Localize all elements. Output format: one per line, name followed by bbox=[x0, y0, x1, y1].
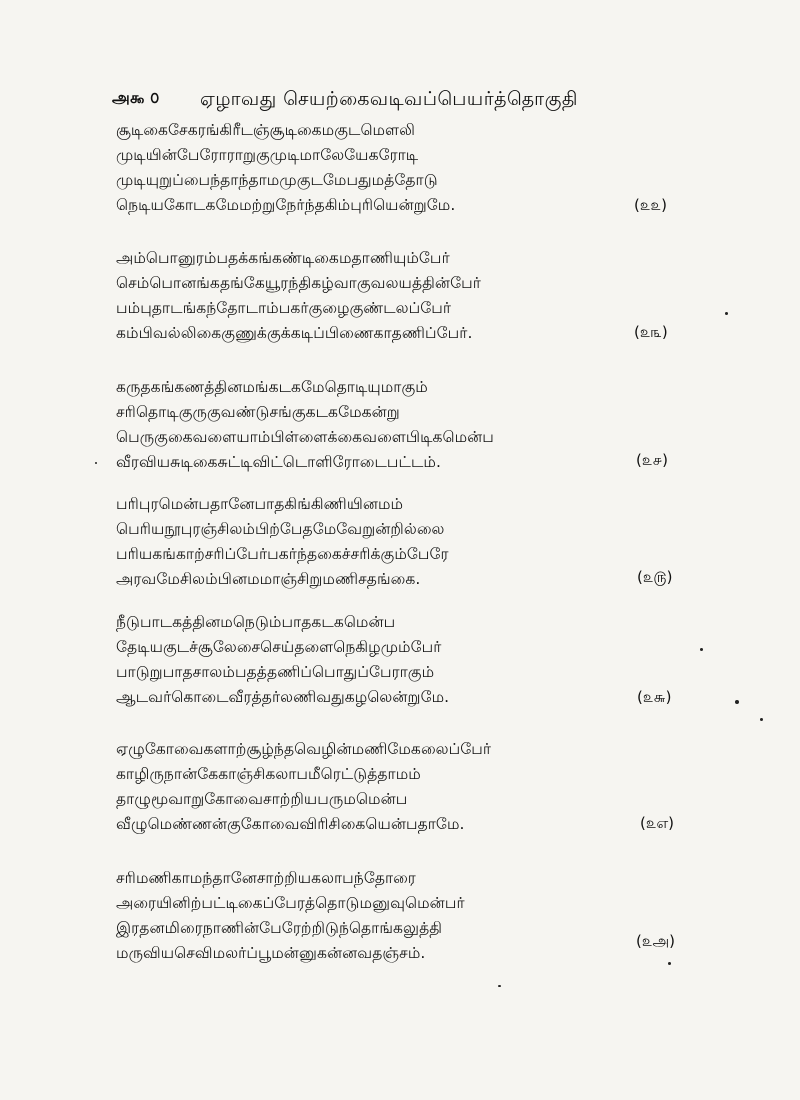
verse-line: பெருகுகைவளையாம்பிள்ளைக்கைவளைபிடிகமென்ப bbox=[116, 428, 494, 446]
verse-line: இரதனமிரைநாணின்பேரேற்றிடுந்தொங்கலுத்தி bbox=[116, 919, 443, 937]
scan-speck bbox=[760, 718, 763, 721]
verse-block bbox=[116, 610, 696, 710]
page-header bbox=[112, 88, 672, 114]
scan-speck bbox=[700, 648, 703, 651]
scan-speck bbox=[735, 700, 739, 704]
verse-line: சரிமணிகாமந்தானேசாற்றியகலாபந்தோரை bbox=[116, 869, 416, 887]
verse-line: வீரவியசுடிகைசுட்டிவிட்டொளிரோடைபட்டம். bbox=[116, 453, 442, 471]
verse-line: நீடுபாடகத்தினமநெடும்பாதகடகமென்ப bbox=[116, 613, 396, 631]
verse-line: அரவமேசிலம்பினமமாஞ்சிறுமணிசதங்கை. bbox=[116, 570, 421, 588]
verse-line: தாழுமூவாறுகோவைசாற்றியபருமமென்ப bbox=[116, 790, 408, 808]
verse-line: வீழுமெண்ணன்குகோவைவிரிசிகையென்பதாமே. bbox=[116, 815, 465, 833]
verse-line: பாடுறுபாதசாலம்பதத்தணிப்பொதுப்பேராகும் bbox=[116, 663, 435, 681]
verse-line: மருவியசெவிமலர்ப்பூமன்னுகன்னவதஞ்சம். bbox=[116, 944, 426, 962]
verse-line: பெரியநூபுரஞ்சிலம்பிற்பேதமேவேறுன்றில்லை bbox=[116, 520, 445, 538]
verse-line: சரிதொடிகுருகுவண்டுசங்குகடகமேகன்று bbox=[116, 403, 400, 421]
verse-line: ஏழுகோவைகளாற்சூழ்ந்தவெழின்மணிமேகலைப்பேர் bbox=[116, 740, 492, 758]
verse-block bbox=[116, 118, 696, 218]
verse-number: (௨௫) bbox=[637, 568, 673, 586]
scan-speck bbox=[95, 462, 97, 464]
verse-line: செம்பொனங்கதங்கேயூரந்திகழ்வாகுவலயத்தின்பேர் bbox=[116, 274, 481, 292]
verse-line: பரியகங்காற்சரிப்பேர்பகர்ந்தகைச்சரிக்கும்பேரே bbox=[116, 545, 449, 563]
verse-line: பரிபுரமென்பதானேபாதகிங்கிணியினமம் bbox=[116, 495, 404, 513]
verse-line: பம்புதாடங்கந்தோடாம்பகர்குழைகுண்டலப்பேர் bbox=[116, 299, 452, 317]
verse-line: காழிருநான்கேகாஞ்சிகலாபமீரெட்டுத்தாமம் bbox=[116, 765, 421, 783]
verse-line: சூடிகைசேகரங்கிரீடஞ்சூடிகைமகுடமௌலி bbox=[116, 121, 415, 139]
verse-line: ஆடவர்கொடைவீரத்தர்லணிவதுகழலென்றுமே. bbox=[116, 688, 450, 706]
verse-line: நெடியகோடகமேமற்றுநேர்ந்தகிம்புரியென்றுமே. bbox=[116, 196, 456, 214]
running-title: ஏழாவது செயற்கைவடிவப்பெயர்த்தொகுதி bbox=[200, 88, 578, 110]
page-number: அ௯ ௦ bbox=[112, 88, 160, 107]
verse-block bbox=[116, 246, 696, 346]
scan-speck bbox=[668, 962, 671, 965]
verse-number: (௨௬) bbox=[637, 688, 672, 706]
scan-speck bbox=[498, 985, 501, 987]
verse-line: முடியுறுப்பைந்தாந்தாமமுகுடமேபதுமத்தோடு bbox=[116, 171, 438, 189]
verse-line: அம்பொனுரம்பதக்கங்கண்டிகைமதாணியும்பேர் bbox=[116, 249, 450, 267]
verse-line: முடியின்பேரோராறுகுமுடிமாலேயேகரோடி bbox=[116, 146, 419, 164]
verse-line: கருதகங்கணத்தினமங்கடகமேதொடியுமாகும் bbox=[116, 378, 428, 396]
verse-number: (௨அ) bbox=[636, 932, 675, 950]
verse-block bbox=[116, 866, 696, 966]
verse-number: (௨எ) bbox=[640, 814, 675, 832]
scan-speck bbox=[725, 312, 728, 315]
verse-block bbox=[116, 375, 696, 475]
verse-line: கம்பிவல்லிகைகுணுக்குக்கடிப்பிணைகாதணிப்பேர். bbox=[116, 324, 473, 342]
verse-block bbox=[116, 492, 696, 592]
verse-number: (௨௪) bbox=[636, 451, 669, 469]
verse-line: அரையினிற்பட்டிகைப்பேரத்தொடுமனுவுமென்பர் bbox=[116, 894, 465, 912]
verse-number: (௨௩) bbox=[634, 323, 668, 341]
verse-block bbox=[116, 737, 696, 837]
verse-number: (௨௨) bbox=[634, 196, 667, 214]
verse-line: தேடியகுடச்சூலேசைசெய்தளைநெகிழமும்பேர் bbox=[116, 638, 442, 656]
